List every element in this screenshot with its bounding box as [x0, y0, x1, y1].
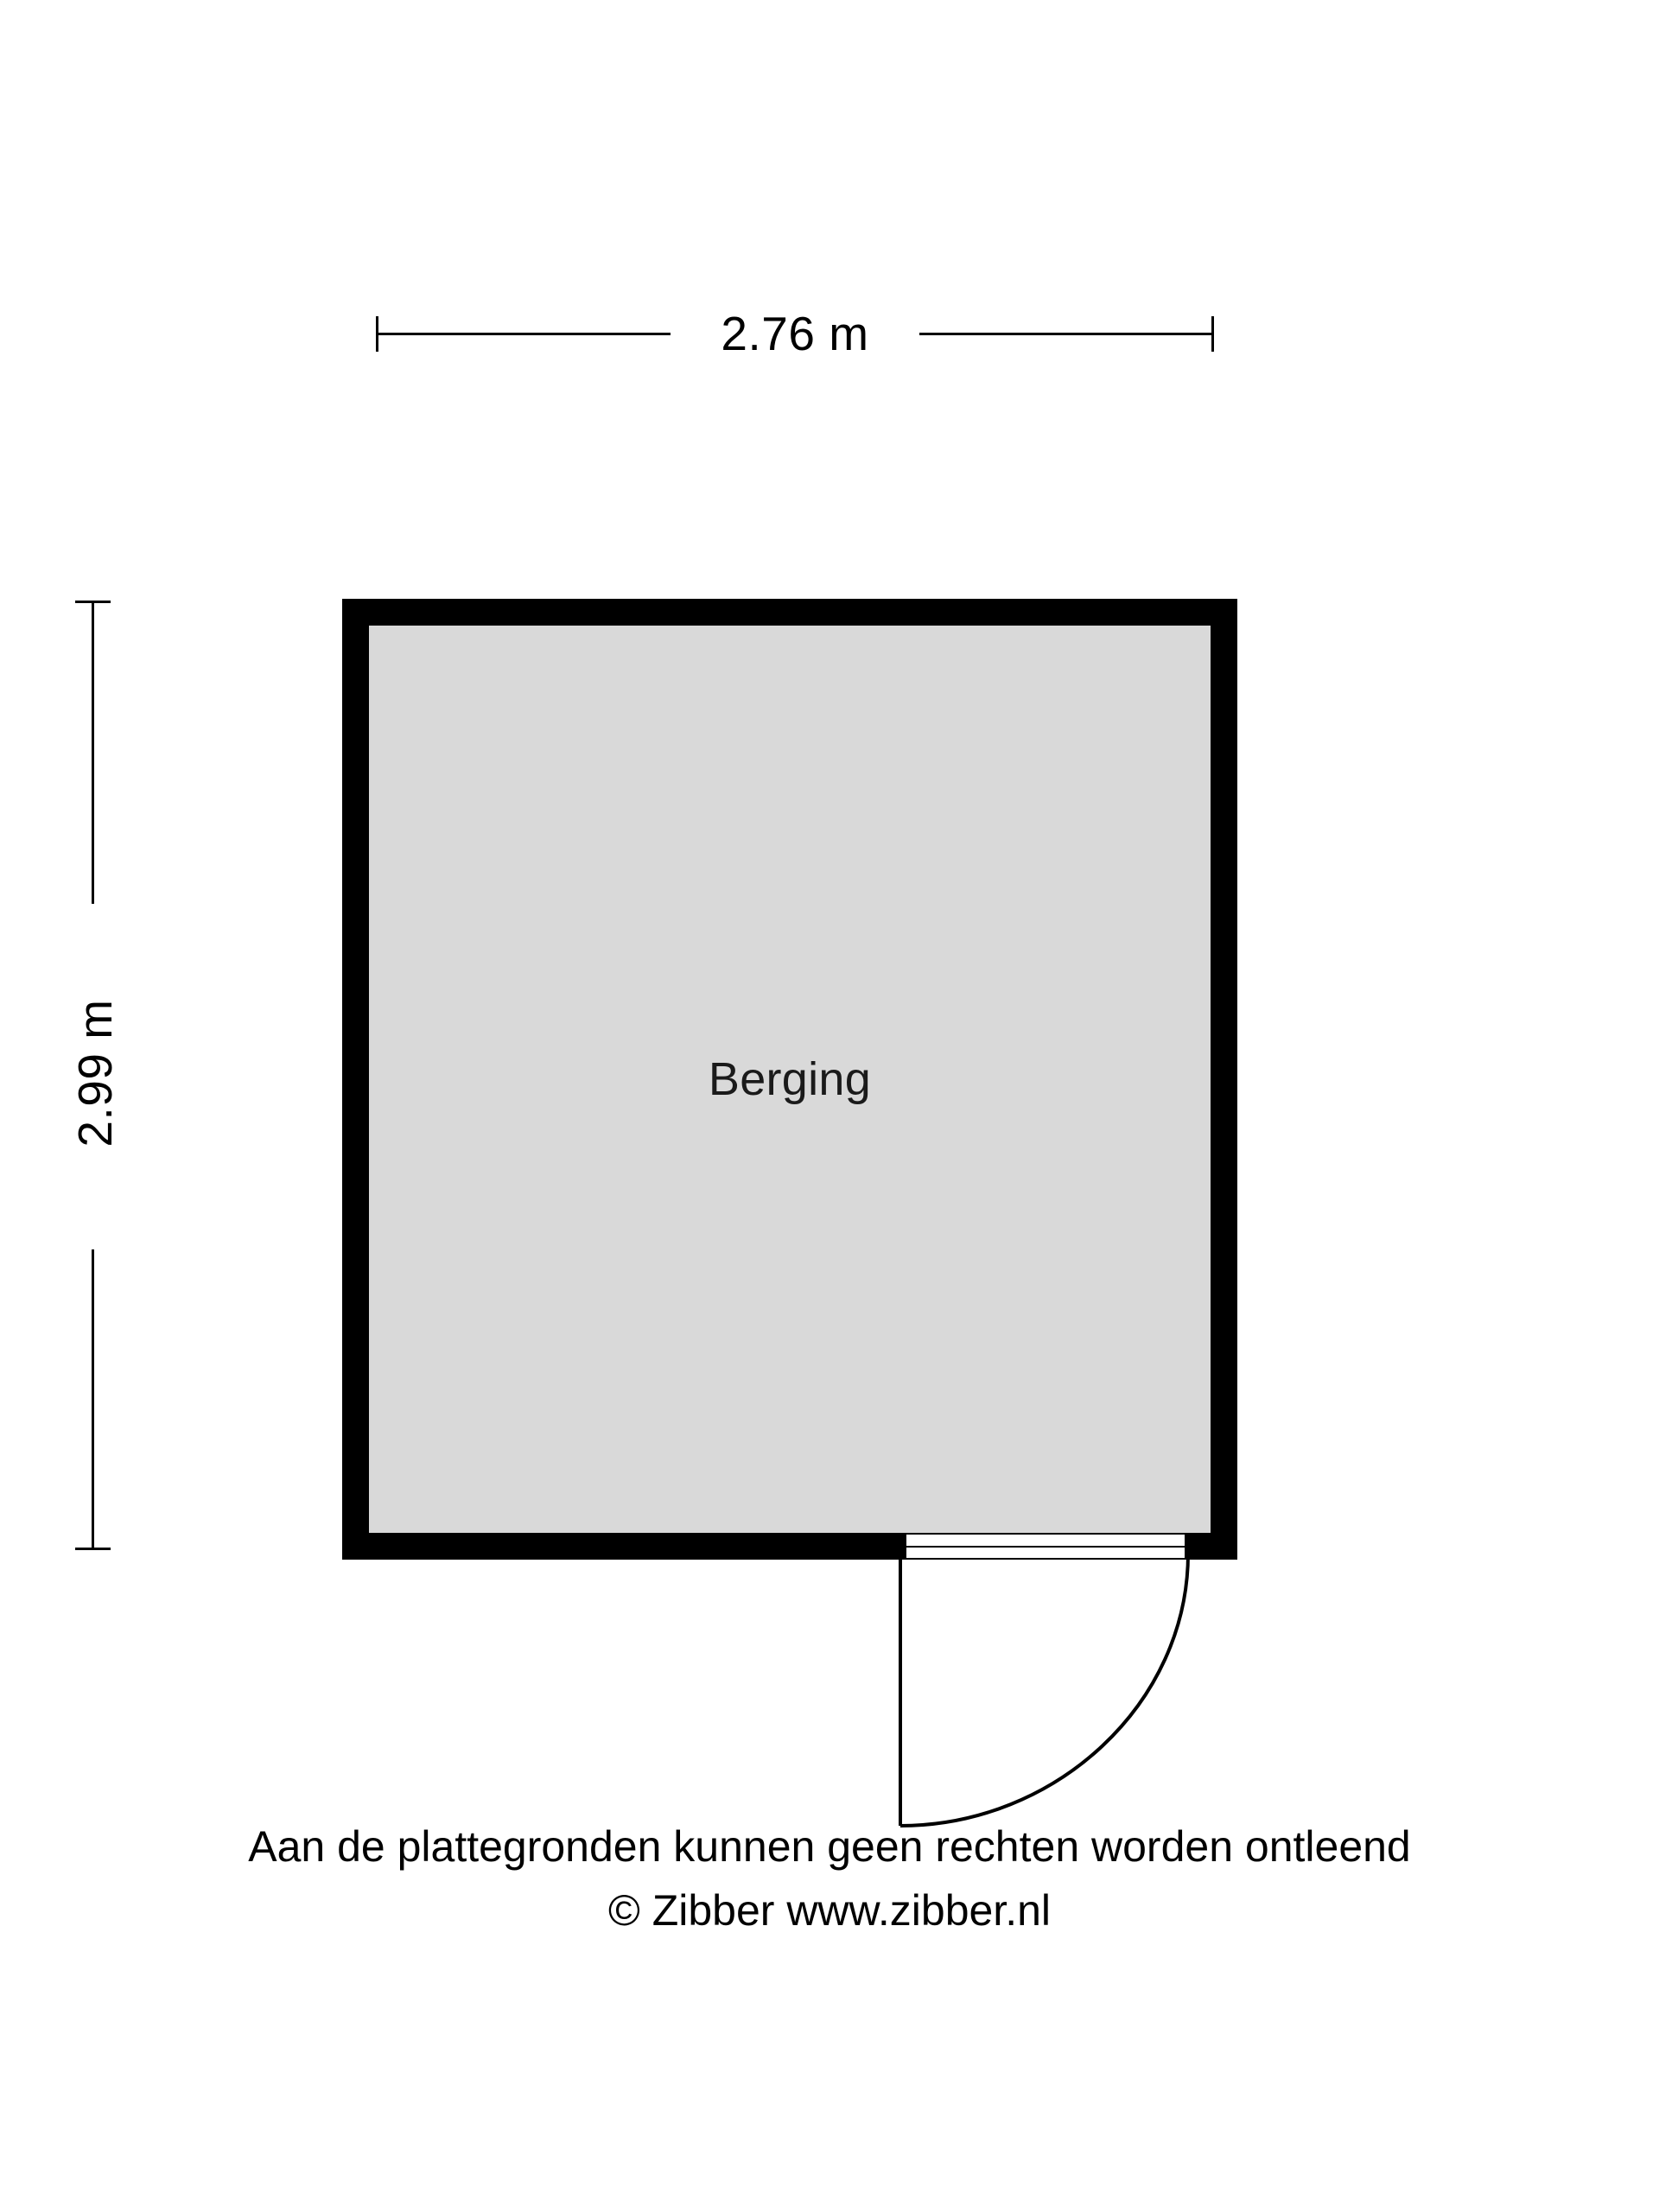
room-label: Berging: [708, 1053, 872, 1105]
dimension-width-end-cap-right: [1211, 316, 1214, 352]
room-berging: [342, 599, 1237, 1560]
door-threshold-line: [906, 1546, 1185, 1548]
footer-disclaimer: Aan de plattegronden kunnen geen rechten worden ontleend: [248, 1822, 1411, 1871]
dimension-width-line-left: [377, 333, 671, 335]
dimension-height-label: 2.99 m: [68, 999, 122, 1147]
door-arc-line: [900, 1554, 1188, 1826]
room-floor-area: [369, 626, 1211, 1533]
footer: [0, 1815, 1659, 1942]
dimension-width: [372, 285, 1218, 380]
dimension-width-label: 2.76 m: [721, 307, 869, 360]
dimension-height-line-bottom: [92, 1249, 94, 1550]
footer-copyright: © Zibber www.zibber.nl: [607, 1886, 1052, 1935]
dimension-height: [52, 596, 173, 1555]
dimension-height-end-cap-bottom: [75, 1548, 111, 1550]
dimension-height-line-top: [92, 601, 94, 904]
door-swing-arc: [890, 1554, 1210, 1839]
dimension-width-line-right: [919, 333, 1213, 335]
